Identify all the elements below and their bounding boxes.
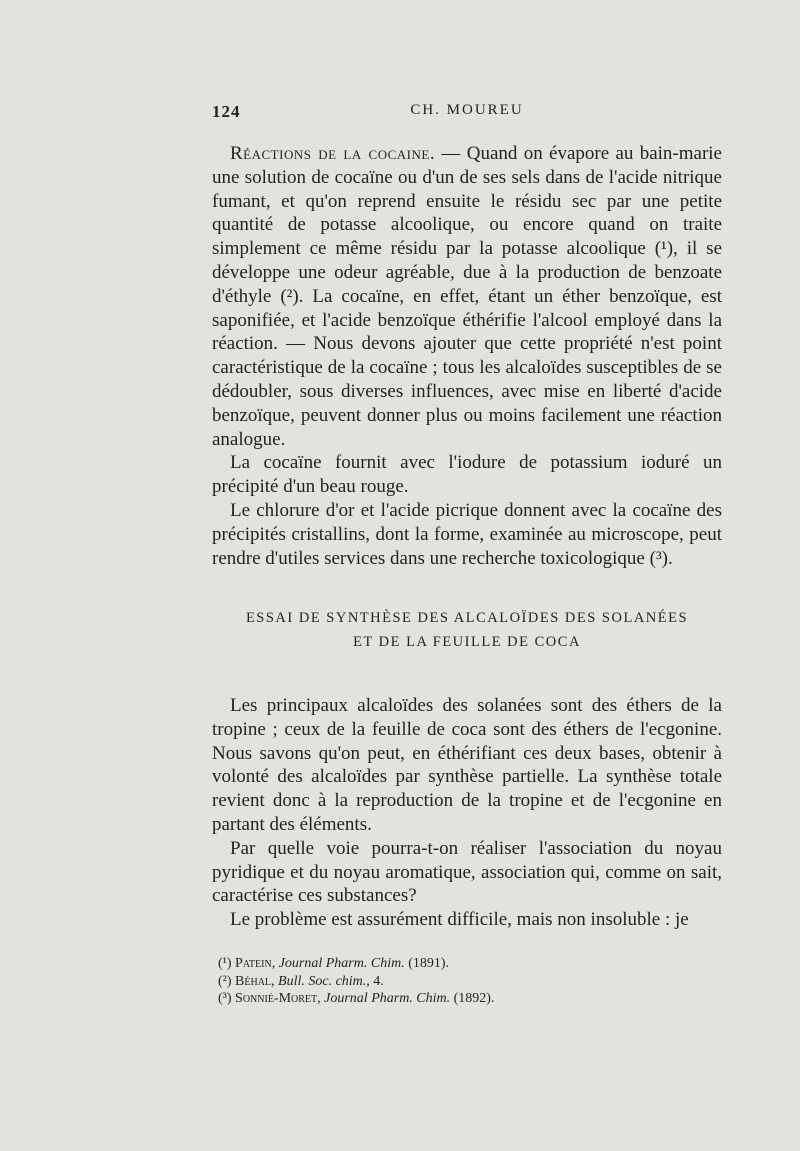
footnote-3	[218, 990, 718, 1008]
synthesis-section	[212, 694, 722, 932]
running-title: CH. MOUREU	[410, 102, 524, 118]
reactions-section	[212, 142, 722, 570]
footnotes	[218, 955, 718, 1008]
footnote-mark: (²)	[218, 973, 232, 989]
reactions-paragraph-1-text: — Quand on évapore au bain-marie une solution de cocaïne ou d'un de ses sels dans de l'acide nitrique fumant, et qu'on reprend ensuite le résidu sec par une petite quantité de potasse alcoolique, ou encore quand on traite simplement ce même résidu par la potasse alcoolique (¹), il se développe une odeur agréable, due à la production de benzoate d'éthyle (²). La cocaïne, en effet, étant un éther benzoïque, est saponifiée, et l'acide benzoïque éthérifie l'alcool employé dans la réaction. — Nous devons ajouter que cette propriété n'est point caractéristique de la cocaïne ; tous les alcaloïdes susceptibles de se dédoubler, sous diverses influences, avec mise en liberté d'acide benzoïque, peuvent donner plus ou moins facilement une réaction analogue.	[212, 143, 722, 450]
section-title-line-2: ET DE LA FEUILLE DE COCA	[353, 634, 581, 650]
synthesis-paragraph-1: Les principaux alcaloïdes des solanées sont des éthers de la tropine ; ceux de la feuille de coca sont des éthers de l'ecgonine. Nous savons qu'on peut, en éthérifiant ces deux bases, obtenir à volonté des alcaloïdes par synthèse partielle. La synthèse totale revient donc à la reproduction de la tropine et de l'ecgonine en partant des éléments.	[212, 695, 722, 835]
footnote-1	[218, 955, 718, 973]
reactions-paragraph-2: La cocaïne fournit avec l'iodure de potassium ioduré un précipité d'un beau rouge.	[212, 452, 722, 498]
synthesis-paragraph-2: Par quelle voie pourra-t-on réaliser l'association du noyau pyridique et du noyau aromatique, association qui, comme on sait, caractérise ces substances?	[212, 837, 722, 907]
footnote-2	[218, 973, 718, 991]
footnote-author: Sonnié-Moret,	[235, 991, 321, 1006]
footnote-mark: (¹)	[218, 956, 232, 971]
footnote-rest: 4.	[373, 973, 384, 989]
footnote-source: Journal Pharm. Chim.	[278, 956, 405, 971]
page-header	[212, 102, 722, 126]
reactions-paragraph-1	[212, 142, 722, 451]
synthesis-paragraph-3: Le problème est assurément difficile, mais non insoluble : je	[230, 909, 689, 931]
page-number: 124	[212, 102, 241, 121]
footnote-author: Patein,	[235, 956, 276, 971]
reactions-paragraph-3: Le chlorure d'or et l'acide picrique donnent avec la cocaïne des précipités cristallins, dont la forme, examinée au microscope, peut rendre d'utiles services dans une recherche toxicologique (³).	[212, 499, 722, 569]
footnote-rest: (1892).	[453, 991, 495, 1006]
footnote-author: Béhal,	[235, 973, 275, 989]
footnote-source: Journal Pharm. Chim.	[324, 991, 451, 1006]
footnote-rest: (1891).	[408, 956, 450, 971]
footnote-mark: (³)	[218, 991, 232, 1006]
reactions-heading: Réactions de la cocaine.	[230, 143, 436, 164]
section-title-line-1: ESSAI DE SYNTHÈSE DES ALCALOÏDES DES SOLANÉES	[245, 610, 689, 626]
section-title	[212, 606, 722, 654]
footnote-source: Bull. Soc. chim.,	[278, 973, 370, 989]
